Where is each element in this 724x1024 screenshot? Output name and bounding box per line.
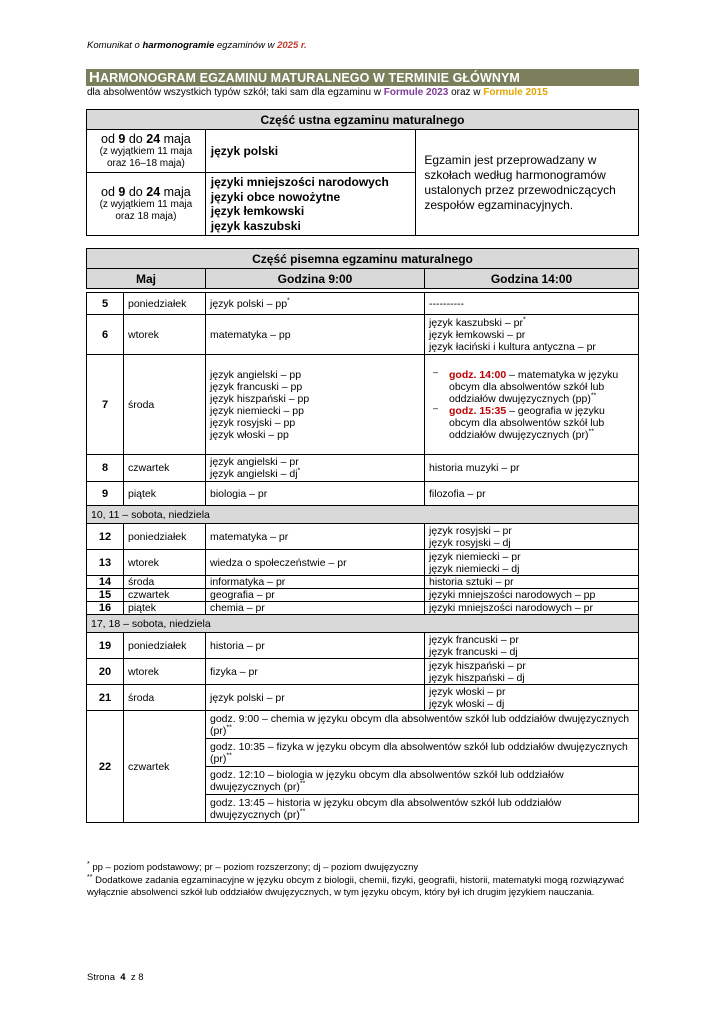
header-text: Komunikat o bbox=[87, 40, 140, 51]
table-row bbox=[87, 482, 639, 506]
subject: język włoski – dj bbox=[429, 697, 505, 710]
day-number: 13 bbox=[87, 550, 124, 576]
date-day-from: 9 bbox=[118, 185, 126, 199]
day-number: 22 bbox=[87, 711, 124, 823]
table-row bbox=[87, 576, 639, 589]
oral-heading: Część ustna egzaminu maturalnego bbox=[87, 110, 639, 130]
list-item: – godz. 14:00 – matematyka w języku obcym dla absolwentów szkół lub oddziałów dwujęzycznych (pp)** bbox=[429, 369, 634, 405]
subject: język hiszpański – pp bbox=[210, 392, 310, 405]
page-current: 4 bbox=[120, 972, 126, 983]
subject: język niemiecki – pr bbox=[429, 550, 521, 563]
list-item: – godz. 15:35 – geografia w języku obcym dla absolwentów szkół lub oddziałów dwujęzycznych (pr)** bbox=[429, 405, 634, 441]
table-row bbox=[87, 659, 639, 685]
day-number: 19 bbox=[87, 633, 124, 659]
weekend-row: 17, 18 – sobota, niedziela bbox=[87, 615, 639, 633]
footnotes bbox=[87, 862, 647, 900]
col-14: Godzina 14:00 bbox=[425, 269, 639, 289]
date-exception: (z wyjątkiem 11 maja oraz 16–18 maja) bbox=[99, 146, 193, 169]
slot-14 bbox=[425, 355, 639, 455]
slot-bilingual: godz. 9:00 – chemia w języku obcym dla absolwentów szkół lub oddziałów dwujęzycznych (pr)** bbox=[206, 711, 639, 739]
date-day-to: 24 bbox=[146, 185, 161, 199]
date-pre: od bbox=[101, 185, 115, 199]
title-first-letter: H bbox=[89, 69, 100, 86]
subject: język łemkowski – pr bbox=[429, 328, 526, 341]
lang-item: języki obce nowożytne bbox=[210, 189, 341, 204]
slot-9: geografia – pr bbox=[206, 589, 425, 602]
slot-14: ---------- bbox=[425, 293, 639, 315]
col-month: Maj bbox=[87, 269, 206, 289]
date-month: maja bbox=[163, 132, 191, 146]
weekday: czwartek bbox=[124, 589, 206, 602]
slot-14 bbox=[425, 685, 639, 711]
slot-9: język polski – pr bbox=[206, 685, 425, 711]
weekday: wtorek bbox=[124, 315, 206, 355]
table-row bbox=[87, 524, 639, 550]
slot-14 bbox=[425, 524, 639, 550]
weekday: wtorek bbox=[124, 550, 206, 576]
subject: – matematyka w języku obcym dla absolwentów szkół lub oddziałów dwujęzycznych (pp) bbox=[449, 368, 619, 405]
day-number: 9 bbox=[87, 482, 124, 506]
oral-note: Egzamin jest przeprowadzany w szkołach według harmonogramów ustalonych przez przewodniczących zespołów egzaminacyjnych. bbox=[416, 130, 639, 236]
slot-9: język polski – pp* bbox=[206, 293, 425, 315]
footnote-text: Dodatkowe zadania egzaminacyjne w języku obcym z biologii, chemii, fizyki, geografii, historii, matematyki mogą rozwiązywać wyłącznie absolwenci szkół lub oddziałów dwujęzycznych, w tym języku obcym, który był ich drugim językiem nauczania. bbox=[87, 874, 625, 898]
oral-exam-table bbox=[86, 109, 639, 236]
weekday: piątek bbox=[124, 602, 206, 615]
day-number: 15 bbox=[87, 589, 124, 602]
oral-date-2 bbox=[87, 173, 206, 236]
date-day-from: 9 bbox=[118, 132, 126, 146]
slot-bilingual: godz. 10:35 – fizyka w języku obcym dla absolwentów szkół lub oddziałów dwujęzycznych (pr)** bbox=[206, 739, 639, 767]
weekday: piątek bbox=[124, 482, 206, 506]
time-red: godz. 15:35 bbox=[449, 404, 507, 417]
page-total: 8 bbox=[138, 972, 144, 983]
slot-bilingual: godz. 12:10 – biologia w języku obcym dla absolwentów szkół lub oddziałów dwujęzycznych (pr)** bbox=[206, 767, 639, 795]
footnote-1 bbox=[87, 862, 647, 875]
day-number: 16 bbox=[87, 602, 124, 615]
slot-9: język angielski – pr język angielski – dj* bbox=[206, 455, 425, 482]
slot-14: historia muzyki – pr bbox=[425, 455, 639, 482]
weekday: środa bbox=[124, 576, 206, 589]
slot-14 bbox=[425, 633, 639, 659]
slot-9: informatyka – pr bbox=[206, 576, 425, 589]
written-exam-table bbox=[86, 248, 639, 823]
formula-2015: Formule 2015 bbox=[483, 87, 548, 98]
slot-14 bbox=[425, 550, 639, 576]
table-row bbox=[87, 602, 639, 615]
footnote-text: pp – poziom podstawowy; pr – poziom rozszerzony; dj – poziom dwujęzyczny bbox=[92, 862, 419, 873]
day-number: 12 bbox=[87, 524, 124, 550]
date-mid: do bbox=[128, 185, 143, 199]
slot-14: język kaszubski – pr* język łemkowski – pr język łaciński i kultura antyczna – pr bbox=[425, 315, 639, 355]
lang-item: języki mniejszości narodowych bbox=[210, 175, 389, 189]
table-row bbox=[87, 455, 639, 482]
subject: język łaciński i kultura antyczna – pr bbox=[429, 340, 596, 353]
slot-14 bbox=[425, 659, 639, 685]
formula-2023: Formule 2023 bbox=[383, 87, 449, 98]
subtitle-mid: oraz w bbox=[451, 87, 481, 98]
day-number: 8 bbox=[87, 455, 124, 482]
slot-9: fizyka – pr bbox=[206, 659, 425, 685]
slot-9: historia – pr bbox=[206, 633, 425, 659]
footnote-mark: ** bbox=[87, 873, 93, 881]
table-row bbox=[87, 315, 639, 355]
subject: język niemiecki – pp bbox=[210, 404, 304, 417]
day-number: 7 bbox=[87, 355, 124, 455]
weekday: środa bbox=[124, 355, 206, 455]
header-bold: harmonogramie bbox=[142, 40, 215, 51]
subject: godz. 12:10 – biologia w języku obcym dla absolwentów szkół lub oddziałów dwujęzycznych (pr) bbox=[210, 768, 564, 793]
header-text-2: egzaminów w bbox=[216, 40, 275, 51]
time-red: godz. 14:00 bbox=[449, 368, 507, 381]
subject: język kaszubski – pr bbox=[429, 316, 523, 329]
oral-date-1 bbox=[87, 130, 206, 173]
header-year: 2025 r. bbox=[277, 40, 307, 51]
slot-14: historia sztuki – pr bbox=[425, 576, 639, 589]
slot-bilingual: godz. 13:45 – historia w języku obcym dla absolwentów szkół lub oddziałów dwujęzycznych (pr)** bbox=[206, 795, 639, 823]
slot-9 bbox=[206, 355, 425, 455]
lang-item: język łemkowski bbox=[210, 204, 305, 218]
date-month: maja bbox=[163, 185, 191, 199]
subject: język francuski – pr bbox=[429, 633, 519, 646]
subject: język francuski – dj bbox=[429, 645, 518, 658]
table-row bbox=[87, 711, 639, 739]
footnote-2 bbox=[87, 875, 647, 900]
table-row bbox=[87, 293, 639, 315]
weekday: poniedziałek bbox=[124, 524, 206, 550]
date-pre: od bbox=[101, 132, 115, 146]
subtitle-text: dla absolwentów wszystkich typów szkół; taki sam dla egzaminu w bbox=[87, 87, 382, 98]
lang-item: język kaszubski bbox=[210, 218, 301, 233]
subject: język angielski – pr bbox=[210, 456, 299, 468]
weekend-row: 10, 11 – sobota, niedziela bbox=[87, 506, 639, 524]
date-day-to: 24 bbox=[146, 132, 161, 146]
subject: język rosyjski – dj bbox=[429, 536, 511, 549]
slot-9: matematyka – pp bbox=[206, 315, 425, 355]
day-number: 6 bbox=[87, 315, 124, 355]
oral-langs-1 bbox=[205, 130, 416, 173]
subject: język francuski – pp bbox=[210, 380, 303, 393]
table-row bbox=[87, 633, 639, 659]
page-number bbox=[87, 972, 144, 983]
footnote-mark: * bbox=[87, 860, 90, 868]
page-subtitle bbox=[87, 87, 548, 98]
col-9: Godzina 9:00 bbox=[206, 269, 425, 289]
subject: język włoski – pp bbox=[210, 428, 289, 441]
subject: język angielski – pp bbox=[210, 368, 302, 381]
page-title bbox=[86, 69, 639, 86]
oral-langs-2 bbox=[205, 173, 416, 236]
weekday: czwartek bbox=[124, 455, 206, 482]
subject: język hiszpański – dj bbox=[429, 671, 525, 684]
day-number: 20 bbox=[87, 659, 124, 685]
slot-14: języki mniejszości narodowych – pr bbox=[425, 602, 639, 615]
written-heading: Część pisemna egzaminu maturalnego bbox=[87, 249, 639, 269]
day-number: 5 bbox=[87, 293, 124, 315]
subject: język angielski – dj bbox=[210, 468, 298, 480]
day-number: 14 bbox=[87, 576, 124, 589]
subject: język hiszpański – pr bbox=[429, 659, 526, 672]
table-row bbox=[87, 355, 639, 455]
page-sep: z bbox=[130, 972, 136, 983]
slot-14: języki mniejszości narodowych – pp bbox=[425, 589, 639, 602]
subject: język włoski – pr bbox=[429, 685, 506, 698]
table-row bbox=[87, 685, 639, 711]
subject: godz. 10:35 – fizyka w języku obcym dla absolwentów szkół lub oddziałów dwujęzycznych (pr) bbox=[210, 740, 628, 765]
subject: godz. 13:45 – historia w języku obcym dla absolwentów szkół lub oddziałów dwujęzycznych (pr) bbox=[210, 796, 562, 821]
document-header bbox=[87, 40, 307, 51]
weekday: środa bbox=[124, 685, 206, 711]
subject: język polski – pp bbox=[210, 297, 288, 310]
slot-14: filozofia – pr bbox=[425, 482, 639, 506]
slot-9: chemia – pr bbox=[206, 602, 425, 615]
page-label: Strona bbox=[87, 972, 115, 983]
table-row bbox=[87, 550, 639, 576]
table-row bbox=[87, 589, 639, 602]
lang-item: język polski bbox=[210, 143, 279, 158]
subject: język rosyjski – pr bbox=[429, 524, 512, 537]
date-mid: do bbox=[128, 132, 143, 146]
subject: – geografia w języku obcym dla absolwentów szkół lub oddziałów dwujęzycznych (pr) bbox=[449, 404, 605, 441]
weekday: czwartek bbox=[124, 711, 206, 823]
slot-9: biologia – pr bbox=[206, 482, 425, 506]
day-number: 21 bbox=[87, 685, 124, 711]
weekday: wtorek bbox=[124, 659, 206, 685]
subject: język niemiecki – dj bbox=[429, 562, 520, 575]
subject: godz. 9:00 – chemia w języku obcym dla absolwentów szkół lub oddziałów dwujęzycznych (pr) bbox=[210, 712, 630, 737]
subject: język rosyjski – pp bbox=[210, 416, 296, 429]
date-exception: (z wyjątkiem 11 maja oraz 18 maja) bbox=[99, 199, 193, 222]
slot-9: wiedza o społeczeństwie – pr bbox=[206, 550, 425, 576]
weekday: poniedziałek bbox=[124, 633, 206, 659]
slot-9: matematyka – pr bbox=[206, 524, 425, 550]
weekday: poniedziałek bbox=[124, 293, 206, 315]
title-rest: ARMONOGRAM EGZAMINU MATURALNEGO W TERMINIE GŁÓWNYM bbox=[99, 71, 520, 85]
